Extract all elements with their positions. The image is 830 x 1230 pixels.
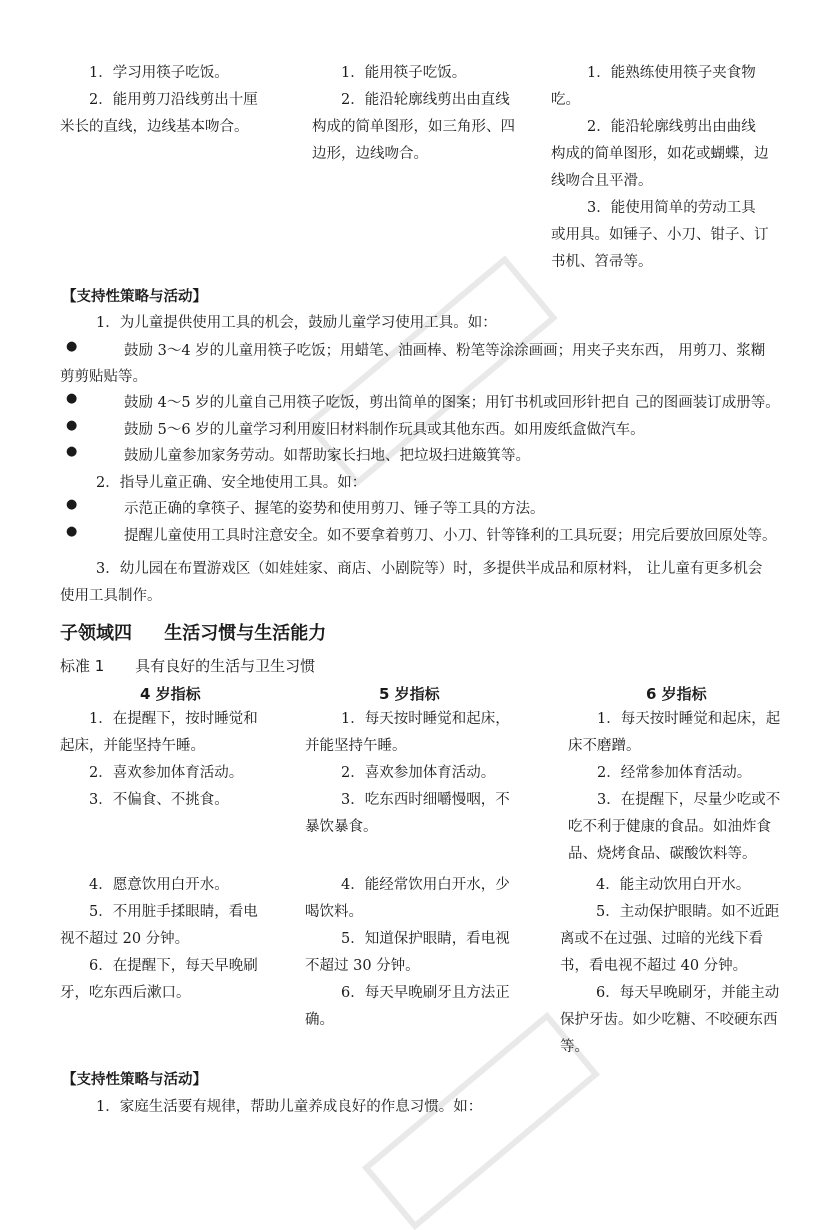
indicator-column-6-lower xyxy=(560,872,786,1061)
subdomain-title: 生活习惯与生活能力 xyxy=(164,623,327,644)
standard-heading xyxy=(60,655,315,676)
subdomain-heading xyxy=(60,619,326,645)
indicator-item: 1．每天按时睡觉和起床，并能坚持午睡。 xyxy=(305,711,510,754)
indicator-column-5-lower xyxy=(305,872,520,1034)
indicator-item: 3．能使用简单的劳动工具或用具。如锤子、小刀、钳子、订书机、笤帚等。 xyxy=(551,200,769,270)
indicator-item: 2．经常参加体育活动。 xyxy=(597,765,752,781)
indicator-item: 1．学习用筷子吃饭。 xyxy=(89,65,229,81)
indicator-item: 3．吃东西时细嚼慢咽，不暴饮暴食。 xyxy=(305,792,510,835)
age-header-4: 4 岁指标 xyxy=(140,685,201,703)
strategy-paragraph: 1．家庭生活要有规律，帮助儿童养成良好的作息习惯。如： xyxy=(96,1099,483,1115)
indicator-item: 3．不偏食、不挑食。 xyxy=(89,792,229,808)
indicator-item: 2．能沿轮廓线剪出由直线构成的简单图形，如三角形、四边形，边线吻合。 xyxy=(312,92,515,162)
indicator-column-5 xyxy=(305,706,520,841)
age-header-5: 5 岁指标 xyxy=(379,685,440,703)
age-header-6: 6 岁指标 xyxy=(646,685,707,703)
strategy-bullet: 鼓励 3～4 岁的儿童用筷子吃饭；用蜡笔、油画棒、粉笔等涂涂画画；用夹子夹东西， 用剪刀、浆糊 xyxy=(124,343,766,359)
strategy-bullet: 提醒儿童使用工具时注意安全。如不要拿着剪刀、小刀、针等锋利的工具玩耍；用完后要放回原处等。 xyxy=(124,528,777,544)
indicator-item: 2．能沿轮廓线剪出由曲线构成的简单图形，如花或蝴蝶，边线吻合且平滑。 xyxy=(551,119,769,189)
indicator-item: 1．在提醒下，按时睡觉和起床，并能坚持午睡。 xyxy=(60,711,258,754)
indicator-item: 4．能经常饮用白开水，少喝饮料。 xyxy=(305,877,510,920)
indicator-item: 3．在提醒下，尽量少吃或不吃不利于健康的食品。如油炸食品、烧烤食品、碳酸饮料等。 xyxy=(568,792,781,862)
indicator-item: 5．不用脏手揉眼睛，看电视不超过 20 分钟。 xyxy=(60,904,258,947)
indicator-column-6-top xyxy=(551,60,769,276)
indicator-item: 6．在提醒下，每天早晚刷牙，吃东西后漱口。 xyxy=(60,958,258,1001)
indicator-item: 2．喜欢参加体育活动。 xyxy=(89,765,244,781)
bullet-icon: ● xyxy=(66,391,78,406)
strategy-bullet: 鼓励 5～6 岁的儿童学习利用废旧材料制作玩具或其他东西。如用废纸盒做汽车。 xyxy=(124,422,645,438)
indicator-item: 2．喜欢参加体育活动。 xyxy=(341,765,496,781)
indicator-item: 5．主动保护眼睛。如不近距离或不在过强、过暗的光线下看书，看电视不超过 40 分钟。 xyxy=(560,904,780,974)
bullet-icon: ● xyxy=(66,497,78,512)
strategy-heading: 【支持性策略与活动】 xyxy=(62,1071,207,1088)
indicator-item: 1．能熟练使用筷子夹食物吃。 xyxy=(551,65,756,108)
strategy-bullet: 鼓励儿童参加家务劳动。如帮助家长扫地、把垃圾扫进簸箕等。 xyxy=(124,448,530,464)
indicator-item: 4．能主动饮用白开水。 xyxy=(596,877,751,893)
bullet-icon: ● xyxy=(66,444,78,459)
indicator-item: 1．每天按时睡觉和起床，起床不磨蹭。 xyxy=(568,711,781,754)
indicator-column-4 xyxy=(60,706,266,814)
bullet-icon: ● xyxy=(66,524,78,539)
subdomain-label: 子领域四 xyxy=(60,623,132,644)
strategy-bullet: 鼓励 4～5 岁的儿童自己用筷子吃饭，剪出简单的图案；用钉书机或回形针把自 己的图画装订成册等。 xyxy=(124,395,780,411)
indicator-item: 4．愿意饮用白开水。 xyxy=(89,877,229,893)
indicator-item: 6．每天早晚刷牙，并能主动保护牙齿。如少吃糖、不咬硬东西等。 xyxy=(560,985,780,1055)
bullet-icon: ● xyxy=(66,418,78,433)
strategy-paragraph: 3．幼儿园在布置游戏区（如娃娃家、商店、小剧院等）时，多提供半成品和原材料， 让儿童有更多机会 xyxy=(96,561,763,577)
indicator-item: 1．能用筷子吃饭。 xyxy=(341,65,467,81)
indicator-column-6 xyxy=(568,706,786,868)
indicator-column-4-lower xyxy=(60,872,266,1007)
strategy-paragraph: 1．为儿童提供使用工具的机会，鼓励儿童学习使用工具。如： xyxy=(96,315,497,331)
indicator-item: 5．知道保护眼睛，看电视不超过 30 分钟。 xyxy=(305,931,510,974)
strategy-bullet-continuation: 剪剪贴贴等。 xyxy=(60,369,147,385)
strategy-paragraph-continuation: 使用工具制作。 xyxy=(60,588,162,604)
strategy-paragraph: 2．指导儿童正确、安全地使用工具。如： xyxy=(96,475,367,491)
standard-title: 具有良好的生活与卫生习惯 xyxy=(135,657,316,675)
indicator-item: 2．能用剪刀沿线剪出十厘米长的直线，边线基本吻合。 xyxy=(60,92,258,135)
indicator-column-4-top xyxy=(60,60,270,141)
bullet-icon: ● xyxy=(66,339,78,354)
strategy-heading: 【支持性策略与活动】 xyxy=(62,288,207,305)
indicator-column-5-top xyxy=(312,60,522,168)
strategy-bullet: 示范正确的拿筷子、握笔的姿势和使用剪刀、锤子等工具的方法。 xyxy=(124,501,545,517)
indicator-item: 6．每天早晚刷牙且方法正确。 xyxy=(305,985,510,1028)
standard-label: 标准 1 xyxy=(60,657,105,675)
